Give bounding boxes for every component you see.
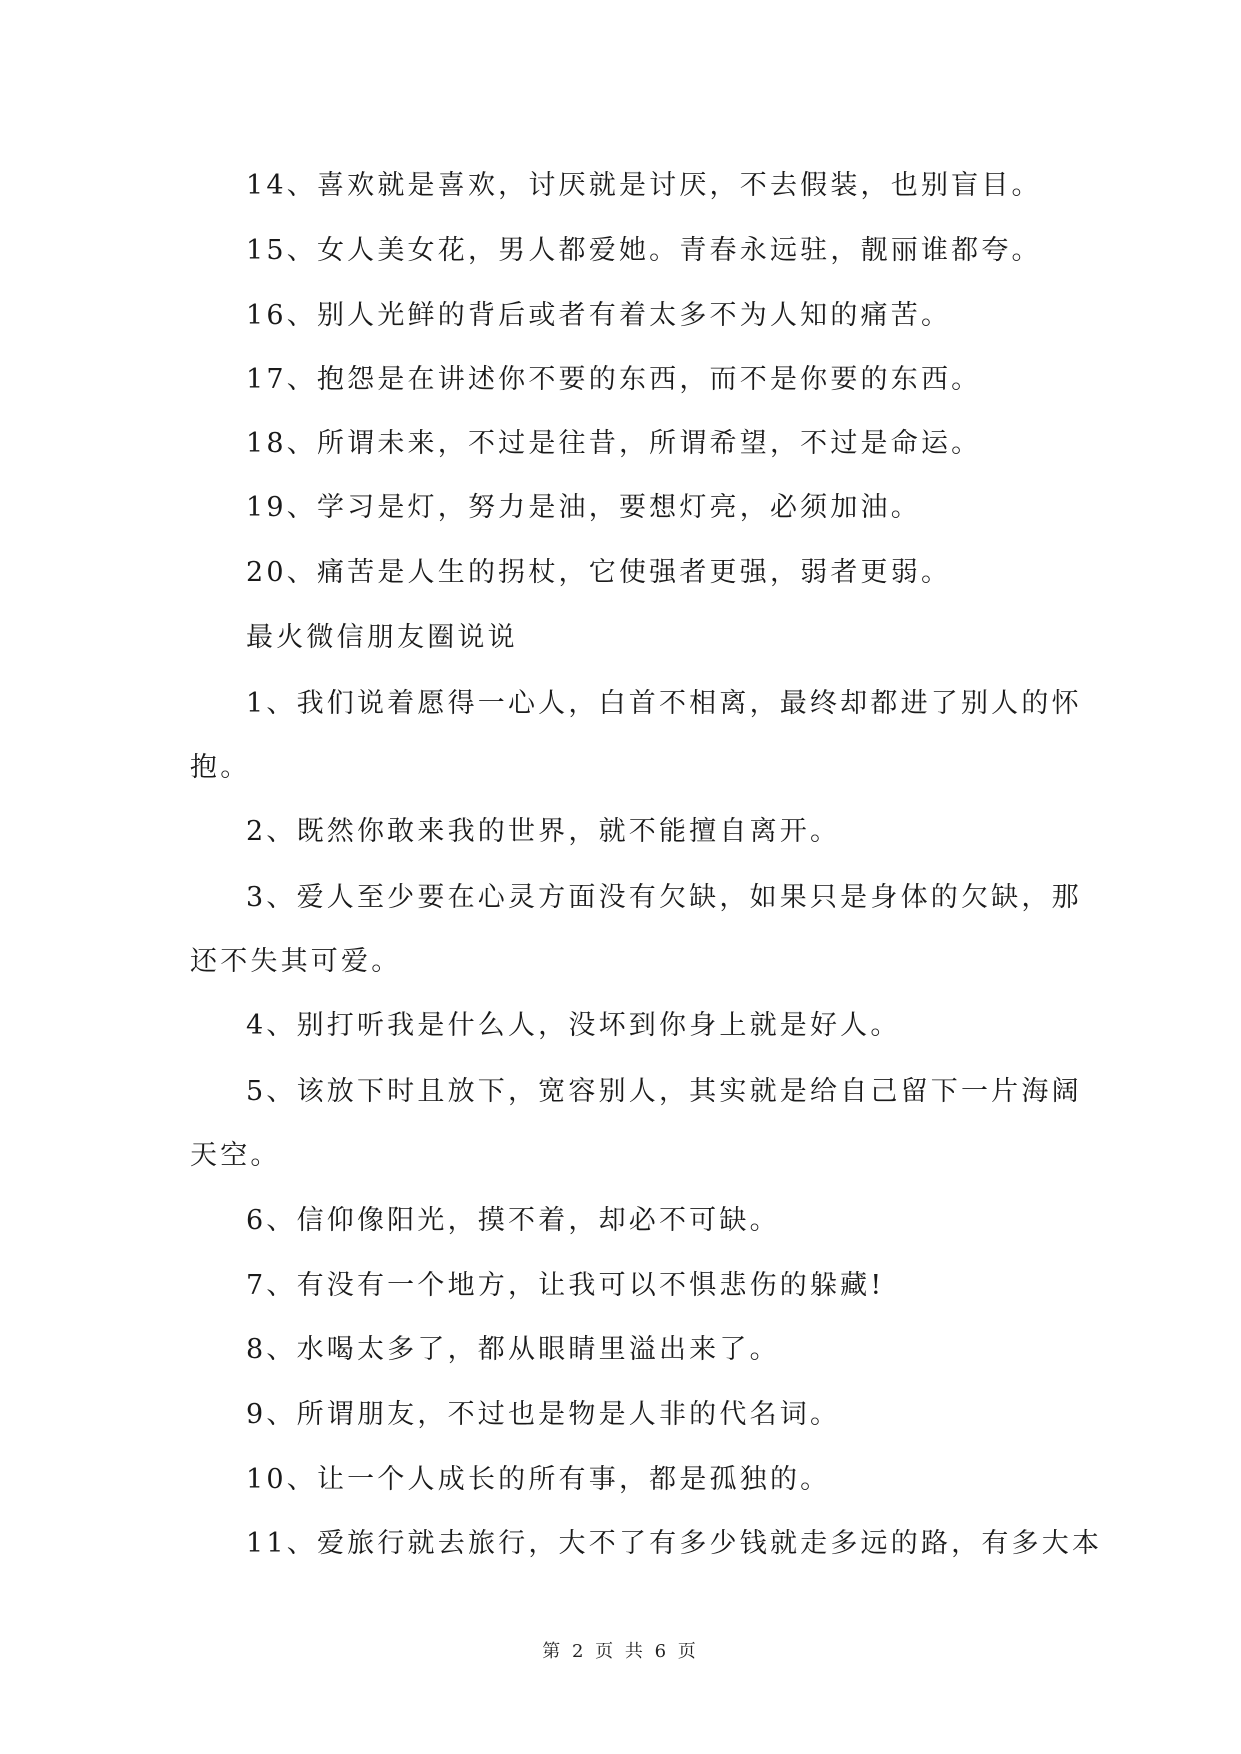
list-item-9: 9、所谓朋友，不过也是物是人非的代名词。 [246,1399,841,1430]
list-item-15: 15、女人美女花，男人都爱她。青春永远驻，靓丽谁都夸。 [246,235,1042,266]
list-item-6: 6、信仰像阳光，摸不着，却必不可缺。 [246,1205,780,1236]
list-item-2: 2、既然你敢来我的世界，就不能擅自离开。 [246,816,841,847]
list-item-3: 3、爱人至少要在心灵方面没有欠缺，如果只是身体的欠缺，那 [246,882,1082,913]
list-item-5-continued: 天空。 [190,1140,281,1171]
list-item-5: 5、该放下时且放下，宽容别人，其实就是给自己留下一片海阔 [246,1076,1082,1107]
page-footer: 第 2 页 共 6 页 [542,1641,699,1662]
list-item-20: 20、痛苦是人生的拐杖，它使强者更强，弱者更弱。 [246,557,952,588]
list-item-4: 4、别打听我是什么人，没坏到你身上就是好人。 [246,1010,901,1041]
list-item-8: 8、水喝太多了，都从眼睛里溢出来了。 [246,1334,780,1365]
list-item-16: 16、别人光鲜的背后或者有着太多不为人知的痛苦。 [246,300,952,331]
list-item-10: 10、让一个人成长的所有事，都是孤独的。 [246,1464,831,1495]
list-item-18: 18、所谓未来，不过是往昔，所谓希望，不过是命运。 [246,428,982,459]
section-heading: 最火微信朋友圈说说 [246,622,518,653]
list-item-14: 14、喜欢就是喜欢，讨厌就是讨厌，不去假装，也别盲目。 [246,170,1042,201]
list-item-11: 11、爱旅行就去旅行，大不了有多少钱就走多远的路，有多大本 [246,1528,1103,1559]
list-item-19: 19、学习是灯，努力是油，要想灯亮，必须加油。 [246,492,921,523]
list-item-1: 1、我们说着愿得一心人，白首不相离，最终却都进了别人的怀 [246,688,1082,719]
list-item-17: 17、抱怨是在讲述你不要的东西，而不是你要的东西。 [246,364,982,395]
list-item-1-continued: 抱。 [190,752,251,783]
list-item-7: 7、有没有一个地方，让我可以不惧悲伤的躲藏! [246,1270,885,1301]
list-item-3-continued: 还不失其可爱。 [190,946,402,977]
